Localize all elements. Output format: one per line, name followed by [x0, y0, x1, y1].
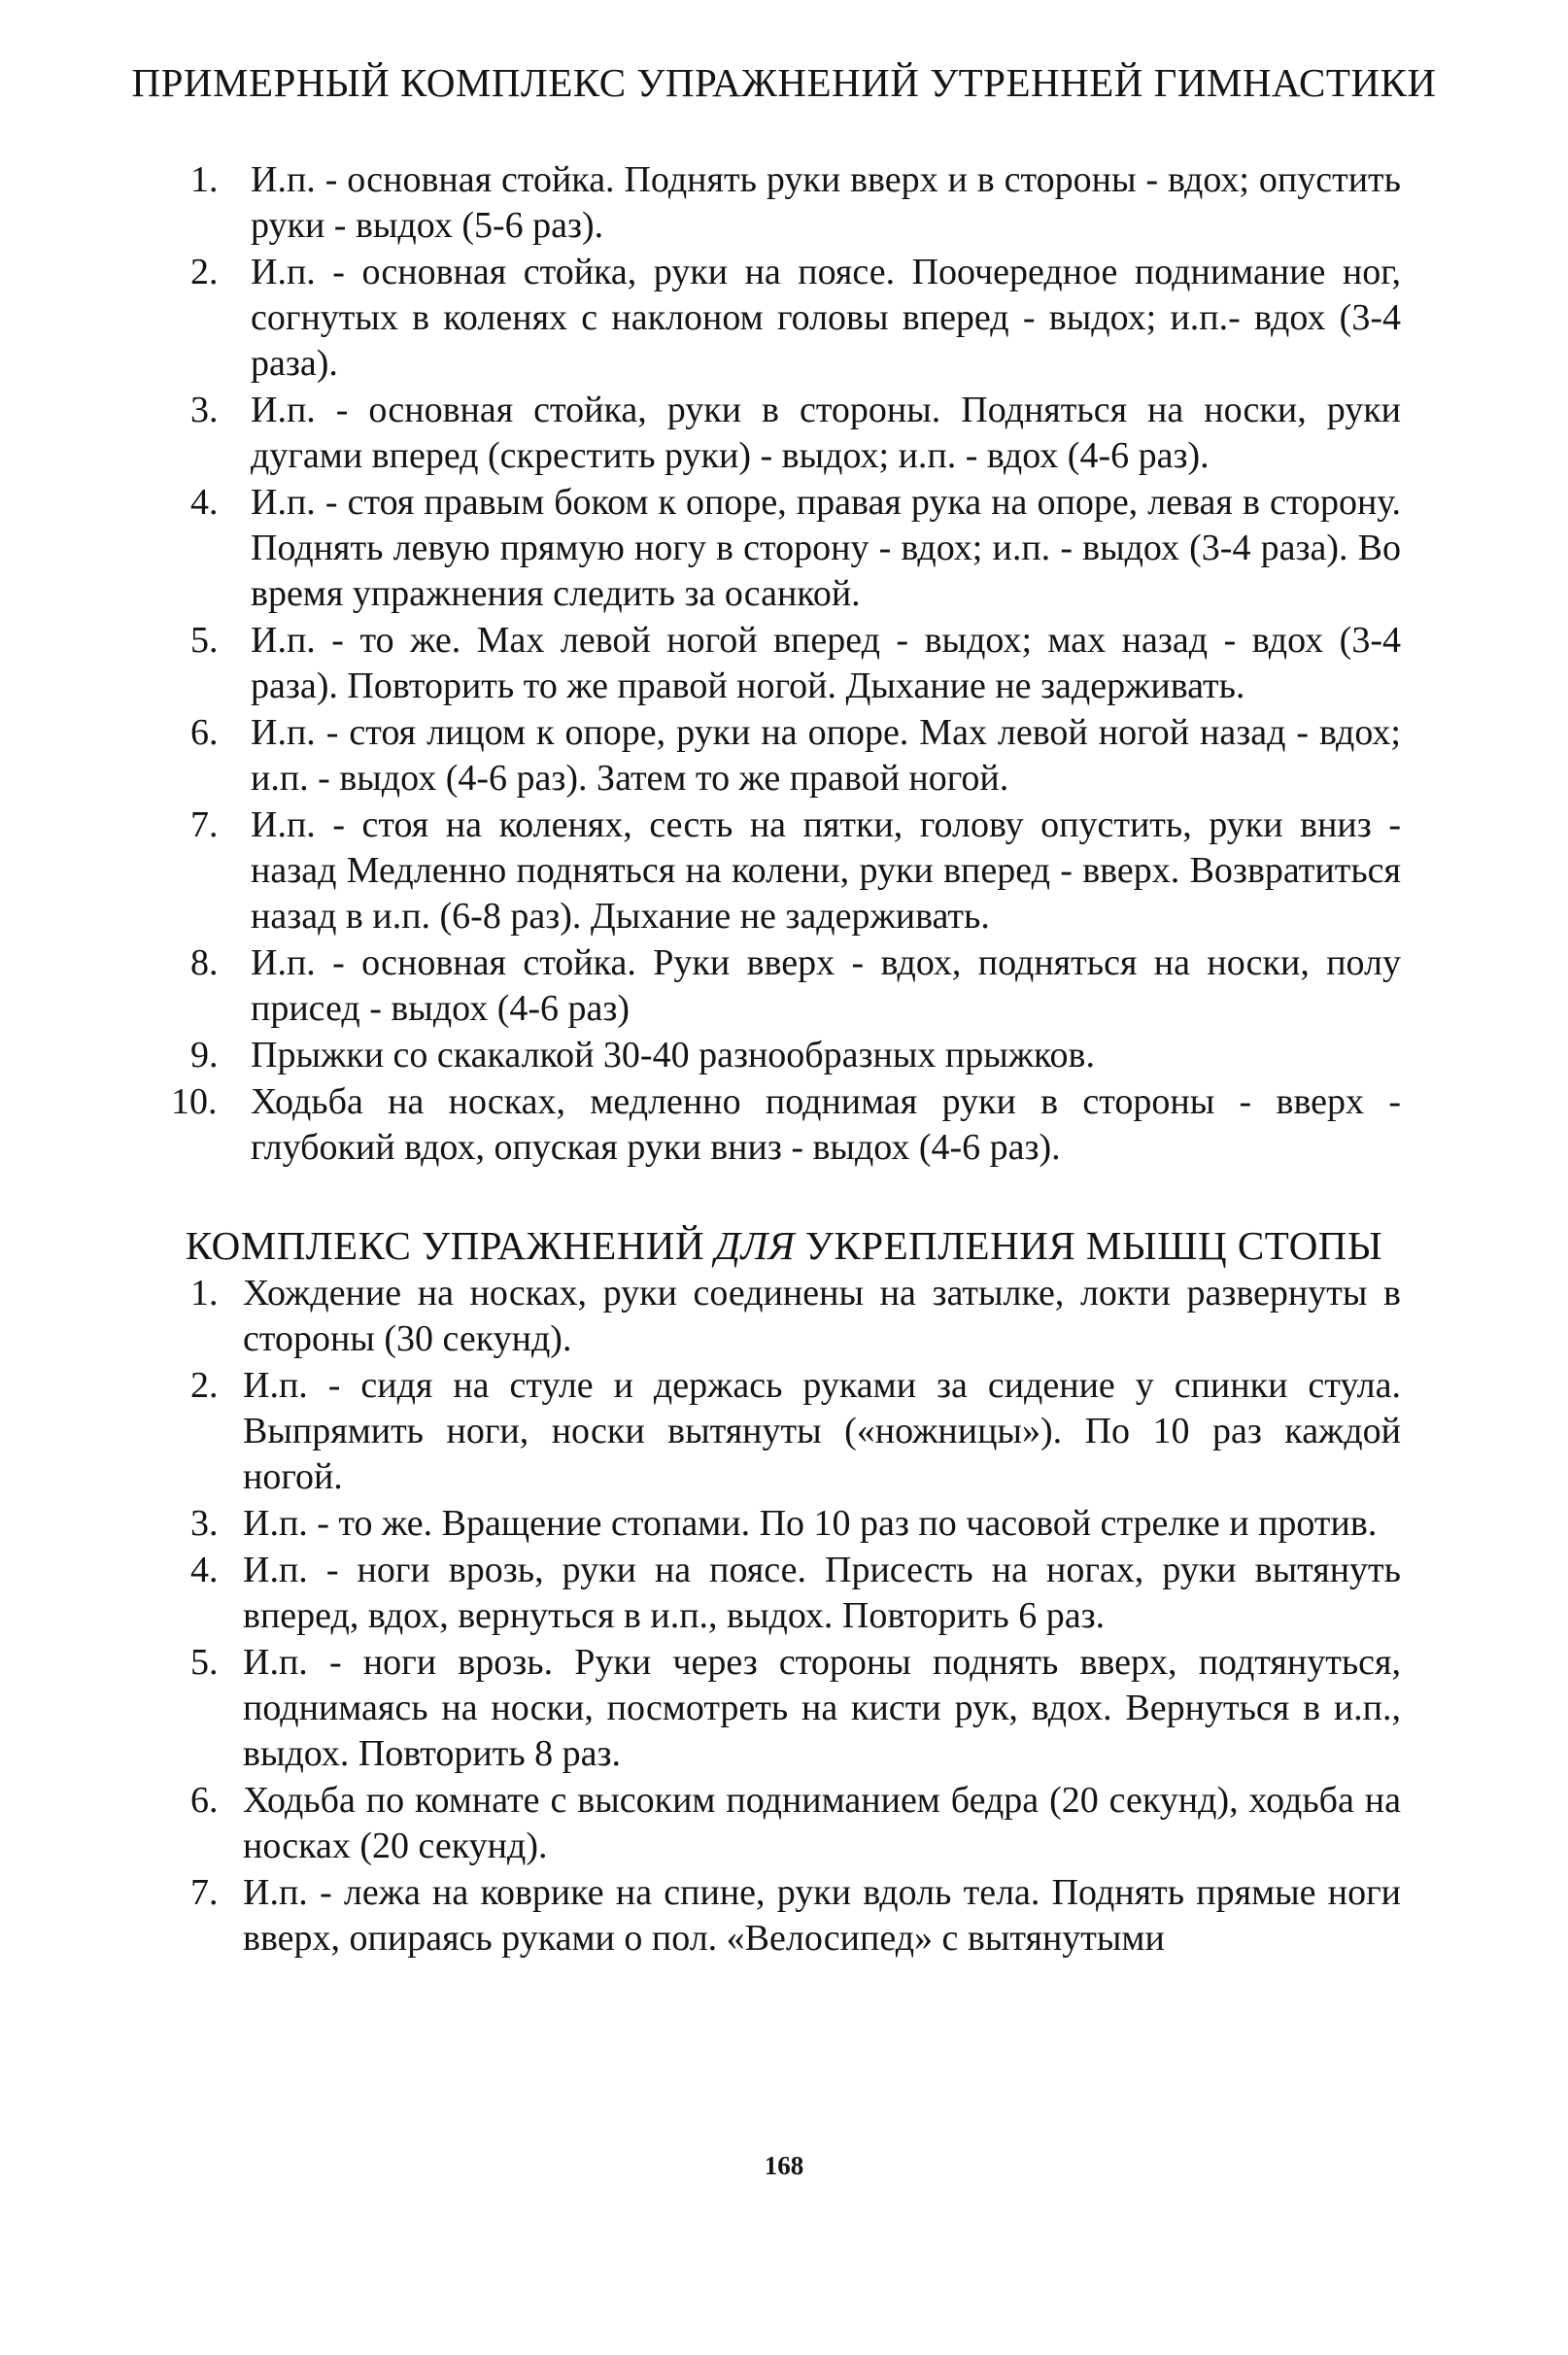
item-number: 6.: [190, 1780, 219, 1821]
title-italic-part: ДЛЯ: [714, 1223, 796, 1268]
item-text: И.п. - лежа на коврике на спине, руки вдоль тела. Поднять прямые ноги вверх, опираясь руками о пол. «Велосипед» с вытянутыми: [243, 1872, 1401, 1959]
list-item: [0, 388, 1568, 479]
item-text: Хождение на носках, руки соединены на затылке, локти развернуты в стороны (30 секунд).: [243, 1273, 1401, 1359]
item-number: 9.: [190, 1035, 219, 1075]
list-item: [0, 1033, 1568, 1078]
section-foot-exercises: [0, 1221, 1568, 1270]
item-text: И.п. - основная стойка. Поднять руки вверх и в стороны - вдох; опустить руки - выдох (5-6 раз).: [251, 159, 1401, 246]
item-text: И.п. - основная стойка. Руки вверх - вдох, подняться на носки, полу присед - выдох (4-6 раз): [251, 942, 1401, 1029]
item-text: И.п. - то же. Вращение стопами. По 10 раз по часовой стрелке и против.: [243, 1503, 1378, 1544]
section-title: [0, 1221, 1568, 1270]
list-item: [0, 940, 1568, 1032]
item-number: 5.: [190, 620, 219, 661]
item-number: 1.: [190, 1273, 219, 1314]
item-number: 4.: [190, 482, 219, 523]
item-number: 3.: [190, 390, 219, 430]
item-number: 2.: [190, 252, 219, 292]
list-item: [0, 1501, 1568, 1547]
item-text: И.п. - ноги врозь, руки на поясе. Присесть на ногах, руки вытянуть вперед, вдох, вернуться в и.п., выдох. Повторить 6 раз.: [243, 1550, 1401, 1636]
title-part: УКРЕПЛЕНИЯ МЫШЦ СТОПЫ: [795, 1223, 1383, 1268]
item-text: Ходьба по комнате с высоким подниманием бедра (20 секунд), ходьба на носках (20 секунд).: [243, 1780, 1401, 1866]
list-item: [0, 802, 1568, 939]
list-item: [0, 157, 1568, 249]
item-number: 4.: [190, 1550, 219, 1590]
section-title: ПРИМЕРНЫЙ КОМПЛЕКС УПРАЖНЕНИЙ УТРЕННЕЙ ГИМНАСТИКИ: [131, 60, 1437, 105]
item-text: И.п. - основная стойка, руки в стороны. Подняться на носки, руки дугами вперед (скрестить руки) - выдох; и.п. - вдох (4-6 раз).: [251, 390, 1401, 476]
item-number: 3.: [190, 1503, 219, 1544]
item-text: И.п. - стоя на коленях, сесть на пятки, голову опустить, руки вниз - назад Медленно подняться на колени, руки вперед - вверх. Возвратиться назад в и.п. (6-8 раз). Дыхание не задерживать.: [251, 804, 1401, 937]
list-item: [0, 1640, 1568, 1777]
item-text: Ходьба на носках, медленно поднимая руки в стороны - вверх - глубокий вдох, опуская руки вниз - выдох (4-6 раз).: [251, 1081, 1401, 1168]
exercise-list: [0, 1271, 1568, 1962]
item-text: И.п. - ноги врозь. Руки через стороны поднять вверх, подтянуться, поднимаясь на носки, посмотреть на кисти рук, вдох. Вернуться в и.п., выдох. Повторить 8 раз.: [243, 1642, 1401, 1774]
item-number: 6.: [190, 712, 219, 753]
list-item: [0, 1870, 1568, 1962]
foot-exercises-list-container: [0, 1271, 1568, 1962]
title-part: КОМПЛЕКС УПРАЖНЕНИЙ: [185, 1223, 715, 1268]
item-number: 5.: [190, 1642, 219, 1683]
morning-exercises-list-container: [0, 157, 1568, 1172]
item-number: 7.: [190, 804, 219, 845]
item-text: И.п. - то же. Мах левой ногой вперед - выдох; мах назад - вдох (3-4 раза). Повторить то же правой ногой. Дыхание не задерживать.: [251, 620, 1401, 706]
item-text: И.п. - основная стойка, руки на поясе. Поочередное поднимание ног, согнутых в коленях с наклоном головы вперед - выдох; и.п.- вдох (3-4 раза).: [251, 252, 1401, 384]
list-item: [0, 1548, 1568, 1639]
item-number: 10.: [171, 1081, 218, 1122]
list-item: [0, 250, 1568, 387]
list-item: [0, 1079, 1568, 1171]
item-text: И.п. - стоя правым боком к опоре, правая рука на опоре, левая в сторону. Поднять левую прямую ногу в сторону - вдох; и.п. - выдох (3-4 раза). Во время упражнения следить за осанкой.: [251, 482, 1401, 614]
list-item: [0, 1271, 1568, 1362]
list-item: [0, 710, 1568, 802]
page-number: 168: [764, 2151, 804, 2180]
list-item: [0, 1778, 1568, 1869]
item-text: И.п. - сидя на стуле и держась руками за сидение у спинки стула. Выпрямить ноги, носки вытянуты («ножницы»). По 10 раз каждой ногой.: [243, 1365, 1401, 1497]
list-item: [0, 618, 1568, 709]
item-number: 8.: [190, 942, 219, 983]
item-text: И.п. - стоя лицом к опоре, руки на опоре. Мах левой ногой назад - вдох; и.п. - выдох (4-6 раз). Затем то же правой ногой.: [251, 712, 1401, 799]
list-item: [0, 480, 1568, 617]
item-number: 7.: [190, 1872, 219, 1913]
item-number: 1.: [190, 159, 219, 200]
exercise-list: [0, 157, 1568, 1171]
item-number: 2.: [190, 1365, 219, 1406]
item-text: Прыжки со скакалкой 30-40 разнообразных прыжков.: [251, 1035, 1095, 1075]
section-morning-exercises: [0, 58, 1568, 107]
list-item: [0, 1363, 1568, 1500]
